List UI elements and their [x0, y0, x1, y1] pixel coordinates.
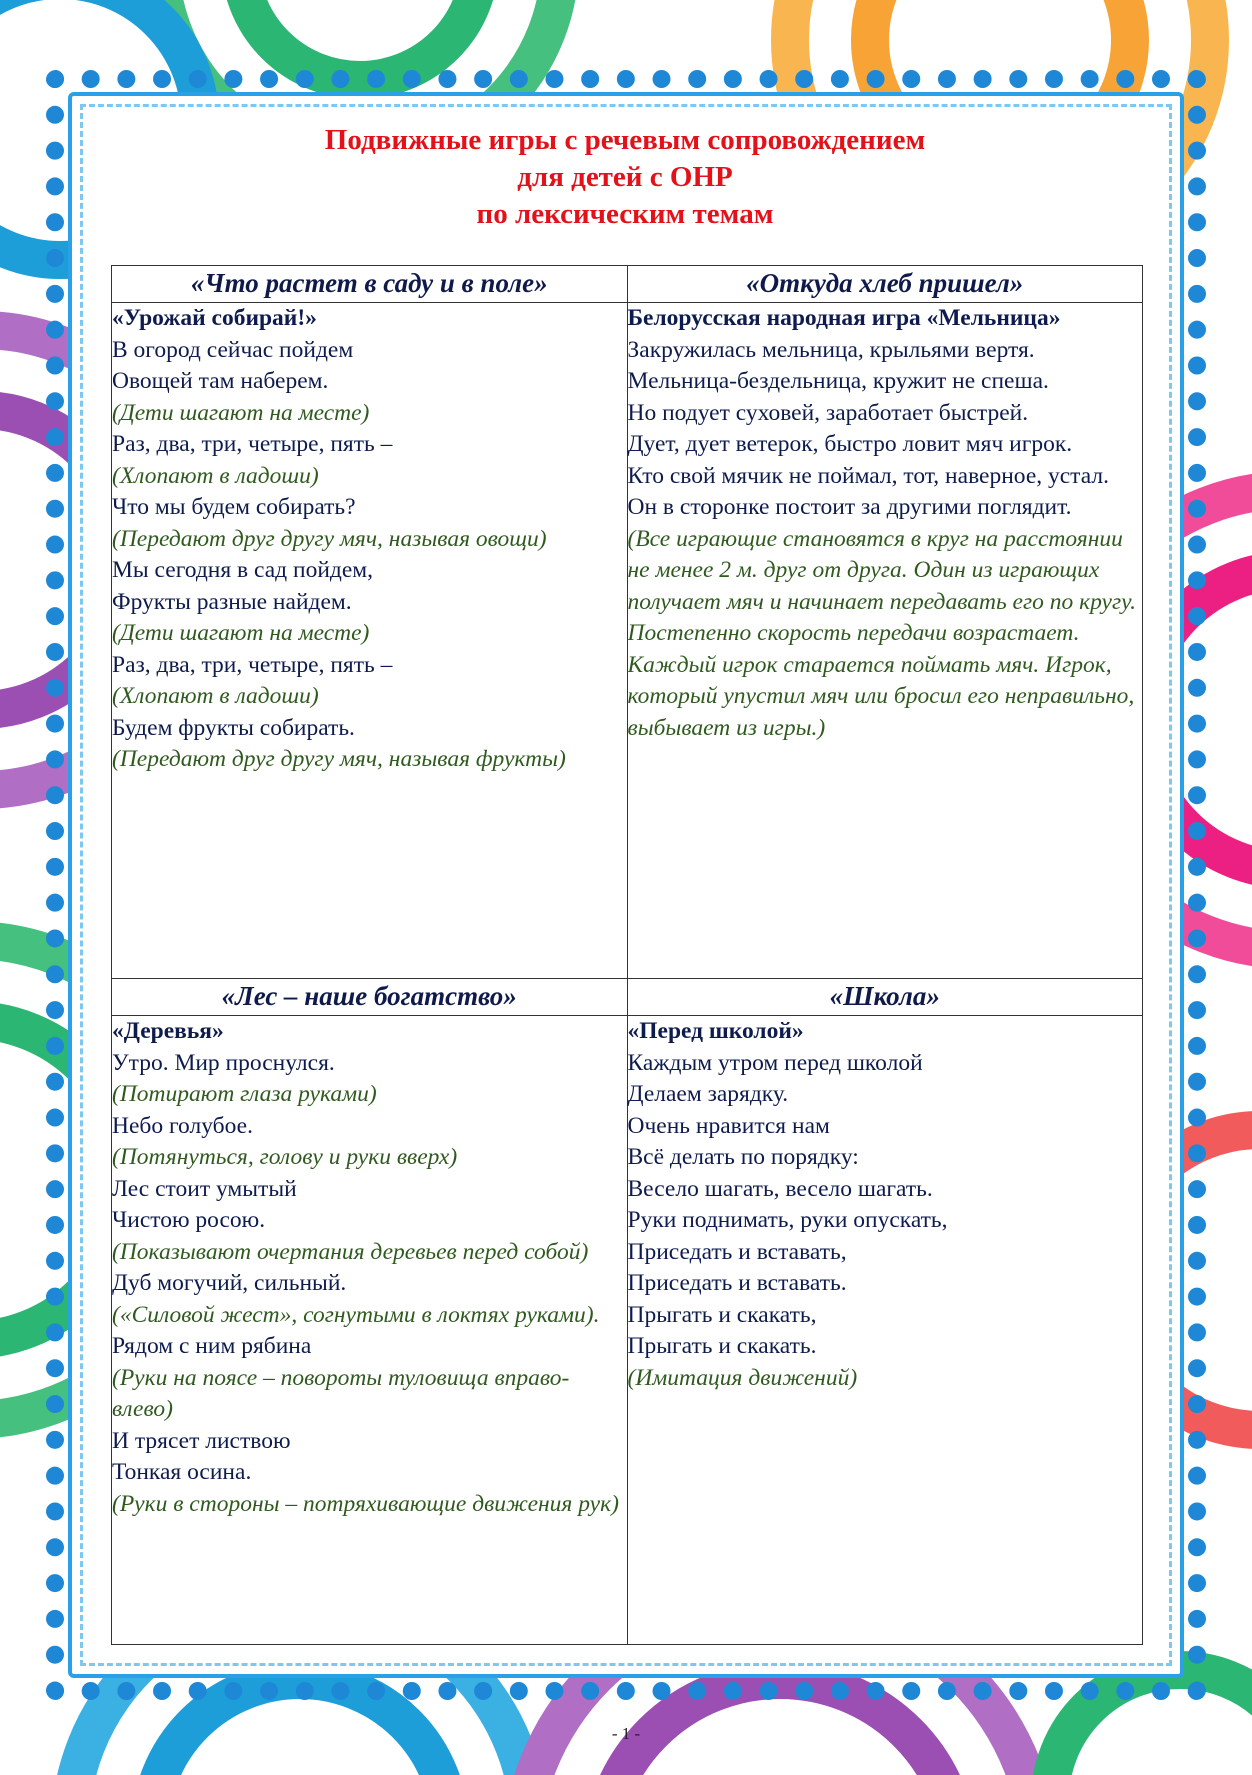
verse-line: И трясет листвою	[112, 1427, 291, 1454]
game-title: «Деревья»	[112, 1018, 224, 1044]
stage-direction: (Руки в стороны – потряхивающие движения рук)	[112, 1490, 619, 1517]
stage-direction: (Имитация движений)	[627, 1364, 858, 1391]
verse-line: Мельница-бездельница, кружит не спеша.	[627, 368, 1049, 394]
title-line: Подвижные игры с речевым сопровождением	[324, 124, 926, 156]
verse-line: Будем фрукты собирать.	[112, 714, 355, 741]
stage-direction: (Дети шагают на месте)	[112, 399, 370, 426]
verse-line: Чистою росою.	[112, 1207, 266, 1233]
stage-direction: (Передают друг другу мяч, называя овощи)	[112, 525, 547, 552]
cell-heading: «Лес – наше богатство»	[112, 979, 628, 1016]
stage-direction: («Силовой жест», согнутыми в локтях руками).	[112, 1301, 600, 1328]
game-title: Белорусская народная игра «Мельница»	[627, 305, 1061, 331]
stage-direction: (Руки на поясе – повороты туловища вправо-влево)	[112, 1364, 570, 1422]
verse-line: Руки поднимать, руки опускать,	[627, 1207, 948, 1233]
verse-line: Приседать и вставать,	[627, 1238, 847, 1265]
stage-direction: (Хлопают в ладоши)	[112, 683, 319, 709]
verse-line: Делаем зарядку.	[627, 1081, 789, 1107]
verse-line: Приседать и вставать.	[627, 1270, 847, 1296]
cell-body	[627, 1016, 1143, 1645]
cell-body	[112, 1016, 628, 1645]
verse-line: Весело шагать, весело шагать.	[627, 1175, 933, 1202]
page-title	[100, 122, 1150, 233]
verse-line: Всё делать по порядку:	[627, 1144, 859, 1170]
verse-line: Мы сегодня в сад пойдем,	[112, 557, 374, 583]
verse-line: Тонкая осина.	[112, 1459, 252, 1485]
title-line: по лексическим темам	[476, 198, 774, 230]
cell-body	[112, 303, 628, 979]
games-table	[111, 265, 1143, 1645]
verse-line: Овощей там наберем.	[112, 368, 329, 394]
verse-line: Рядом с ним рябина	[112, 1333, 312, 1359]
verse-line: Прыгать и скакать.	[627, 1333, 817, 1359]
stage-direction: (Показывают очертания деревьев перед собой)	[112, 1238, 589, 1265]
cell-heading: «Что растет в саду и в поле»	[112, 266, 628, 303]
game-title: «Перед школой»	[627, 1018, 804, 1044]
title-line: для детей с ОНР	[517, 161, 733, 193]
cell-body	[627, 303, 1143, 979]
verse-line: Что мы будем собирать?	[112, 494, 356, 520]
game-title: «Урожай собирай!»	[112, 305, 317, 331]
cell-heading: «Откуда хлеб пришел»	[627, 266, 1143, 303]
verse-line: Кто свой мячик не поймал, тот, наверное, устал.	[627, 462, 1109, 489]
verse-line: Прыгать и скакать,	[627, 1301, 817, 1328]
verse-line: Каждым утром перед школой	[627, 1049, 923, 1076]
stage-direction: (Дети шагают на месте)	[112, 620, 370, 646]
verse-line: Но подует суховей, заработает быстрей.	[627, 399, 1029, 426]
verse-line: Раз, два, три, четыре, пять –	[112, 431, 393, 457]
page-number: - 1 -	[611, 1724, 641, 1743]
verse-line: Очень нравится нам	[627, 1112, 830, 1139]
cell-heading: «Школа»	[627, 979, 1143, 1016]
verse-line: Утро. Мир проснулся.	[112, 1049, 335, 1076]
stage-direction: (Потирают глаза руками)	[112, 1081, 377, 1107]
verse-line: Небо голубое.	[112, 1112, 253, 1139]
verse-line: Закружилась мельница, крыльями вертя.	[627, 336, 1035, 363]
verse-line: Лес стоит умытый	[112, 1175, 297, 1202]
verse-line: В огород сейчас пойдем	[112, 336, 354, 363]
verse-line: Он в сторонке постоит за другими поглядит.	[627, 494, 1072, 520]
stage-direction: (Все играющие становятся в круг на расстоянии не менее 2 м. друг от друга. Один из играющих получает мяч и начинает передавать его по кругу. Постепенно скорость передачи возрастает. Каждый игрок старается поймать мяч. Игрок, который упустил мяч или бросил его неправильно, выбывает из игры.)	[627, 525, 1136, 741]
stage-direction: (Передают друг другу мяч, называя фрукты)	[112, 746, 566, 772]
verse-line: Дуб могучий, сильный.	[112, 1270, 347, 1296]
stage-direction: (Потянуться, голову и руки вверх)	[112, 1144, 458, 1170]
verse-line: Дует, дует ветерок, быстро ловит мяч игрок.	[627, 431, 1073, 457]
stage-direction: (Хлопают в ладоши)	[112, 462, 319, 489]
verse-line: Раз, два, три, четыре, пять –	[112, 651, 393, 678]
verse-line: Фрукты разные найдем.	[112, 588, 352, 615]
